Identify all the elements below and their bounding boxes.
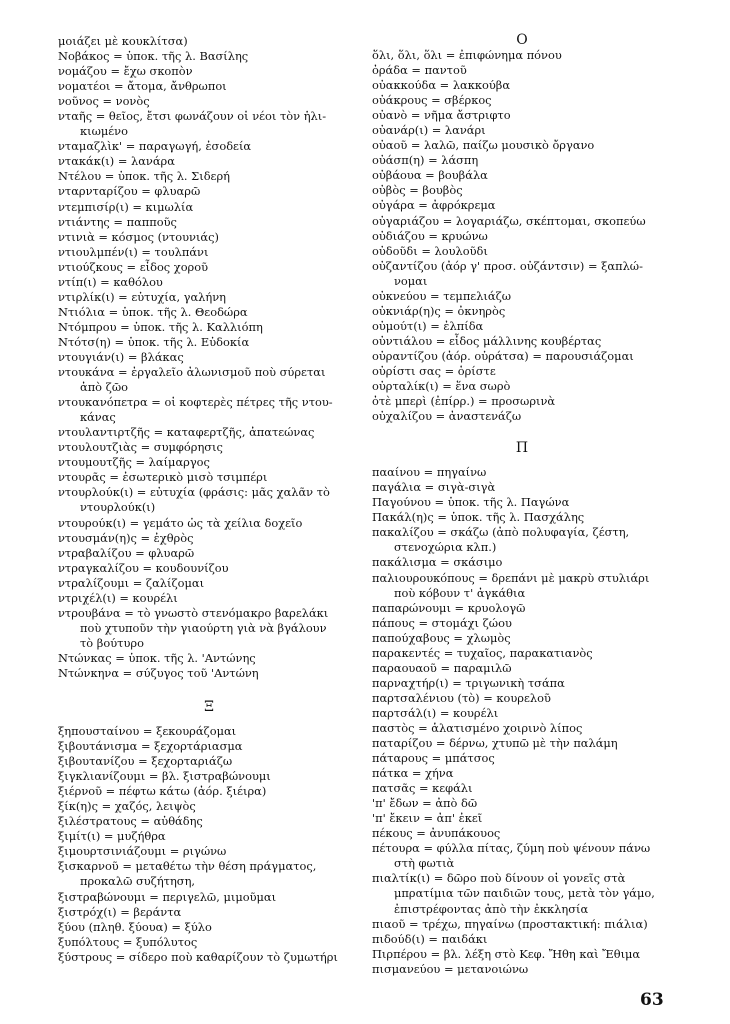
entries-group-omicron — [372, 48, 672, 424]
entry-line: ξιβουτανίζου = ξεχορταριάζω — [58, 754, 233, 769]
dictionary-entry — [58, 440, 360, 455]
dictionary-entry — [372, 364, 672, 379]
entry-line: ντινιὰ = κόσμος (ντουνιάς) — [58, 229, 219, 244]
dictionary-entry — [372, 138, 672, 153]
entry-line: Νοβάκος = ὑποκ. τῆς λ. Βασίλης — [58, 49, 249, 64]
entry-line: ντριχέλ(ι) = κουρέλι — [58, 590, 178, 605]
dictionary-entry — [58, 666, 360, 681]
entry-line: ντουρούκ(ι) = γεμάτο ὡς τὰ χείλια δοχεῖο — [58, 515, 303, 530]
entry-line: ξυπόλτους = ξυπόλυτος — [58, 934, 198, 949]
entry-line: ντιρλίκ(ι) = εὐτυχία, γαλήνη — [58, 289, 226, 304]
entry-line: ντίπ(ι) = καθόλου — [58, 274, 163, 289]
dictionary-entry — [58, 275, 360, 290]
entry-line: ξιβουτάνισμα = ξεχορτάριασμα — [58, 739, 243, 754]
entry-line: οὐραντίζου (ἀόρ. οὐράτσα) = παρουσιάζομαι — [372, 348, 634, 363]
dictionary-entry — [372, 123, 672, 138]
dictionary-entry — [58, 260, 360, 275]
dictionary-entry — [372, 917, 672, 932]
entry-line: ξιμουρτσινιάζουμι = ριγώνω — [58, 844, 227, 859]
entry-line: Παγούνου = ὑποκ. τῆς λ. Παγώνα — [372, 495, 570, 510]
dictionary-entry — [58, 591, 360, 606]
entry-line: νταῆς = θεῖος, ἔτσι φωνάζουν οἱ νέοι τὸν ἡλι- — [58, 109, 327, 124]
entry-line: παρναχτήρ(ι) = τριγωνικὴ τσάπα — [372, 675, 565, 690]
dictionary-entry — [58, 200, 360, 215]
dictionary-entry — [58, 799, 360, 814]
entry-line: Ντώνκας = ὑποκ. τῆς λ. 'Αντώνης — [58, 650, 256, 665]
page-number: 63 — [640, 990, 664, 1010]
dictionary-entry — [372, 480, 672, 495]
entry-line: ξύου (πληθ. ξύουα) = ξύλο — [58, 919, 212, 934]
entry-line: ντουκάνα = ἐργαλεῖο ἀλωνισμοῦ ποὺ σύρεται — [58, 365, 326, 380]
entry-line: παρτσαλένιου (τὸ) = κουρελοῦ — [372, 690, 551, 705]
entry-line: Ντόμπρου = ὑποκ. τῆς λ. Καλλιόπη — [58, 319, 263, 334]
entry-line: Πιρπέρου = βλ. λέξη στὸ Κεφ. Ἤθη καὶ Ἔθιμα — [372, 946, 641, 961]
dictionary-entry — [58, 935, 360, 950]
dictionary-entry — [372, 259, 672, 289]
entry-line: οὐαοῦ = λαλῶ, παίζω μουσικὸ ὄργανο — [372, 138, 595, 153]
right-column — [372, 34, 672, 977]
entry-line: οὐγάρα = ἀφρόκρεμα — [372, 198, 496, 213]
entry-line: νταμαζλὶκ' = παραγωγή, ἐσοδεία — [58, 139, 252, 154]
entry-line: παγάλια = σιγὰ-σιγὰ — [372, 480, 496, 495]
dictionary-entry — [58, 139, 360, 154]
dictionary-entry — [58, 859, 360, 889]
dictionary-entry — [58, 531, 360, 546]
dictionary-entry — [372, 601, 672, 616]
entry-continuation-line: ἐπιστρέφοντας ἀπὸ τὴν ἐκκλησία — [394, 901, 589, 916]
dictionary-entry — [58, 576, 360, 591]
dictionary-entry — [58, 546, 360, 561]
dictionary-entry — [58, 365, 360, 395]
dictionary-entry — [58, 425, 360, 440]
dictionary-entry — [58, 455, 360, 470]
dictionary-entry — [372, 826, 672, 841]
dictionary-entry — [58, 154, 360, 169]
dictionary-entry — [372, 676, 672, 691]
dictionary-entry — [58, 606, 360, 651]
dictionary-entry — [372, 153, 672, 168]
entry-line: πιαοῦ = τρέχω, πηγαίνω (προστακτική: πιάλια) — [372, 916, 648, 931]
dictionary-entry — [372, 214, 672, 229]
entry-line: ντραβαλίζου = φλυαρῶ — [58, 545, 195, 560]
dictionary-entry — [372, 108, 672, 123]
dictionary-entry — [58, 769, 360, 784]
section-header-xi: Ξ — [204, 699, 214, 716]
entry-line: πισμανεύου = μετανοιώνω — [372, 961, 529, 976]
entry-line: ντουλουτζιὰς = συμφόρησις — [58, 440, 223, 455]
entry-line: νομάζου = ἔχω σκοπὸν — [58, 64, 193, 79]
entry-line: οὐβάουα = βουβάλα — [372, 168, 488, 183]
dictionary-entry — [372, 349, 672, 364]
dictionary-entry — [58, 184, 360, 199]
entry-line: πατσᾶς = κεφάλι — [372, 781, 473, 796]
dictionary-entry — [372, 555, 672, 570]
entry-line: ντρουβάνα = τὸ γνωστὸ στενόμακρο βαρελάκι — [58, 605, 329, 620]
entry-line: οὐβὸς = βουβὸς — [372, 183, 463, 198]
entry-line: παλιουρουκόπους = δρεπάνι μὲ μακρὺ στυλιάρι — [372, 570, 650, 585]
entry-line: παταρίζου = δέρνω, χτυπῶ μὲ τὴν παλάμη — [372, 736, 618, 751]
entries-group-pi — [372, 465, 672, 977]
entry-continuation-line: ντουρλούκ(ι) — [80, 500, 156, 515]
entry-line: παραουαοῦ = παραμιλῶ — [372, 660, 512, 675]
entry-line: Ντέλου = ὑποκ. τῆς λ. Σιδερή — [58, 169, 230, 184]
dictionary-entry — [58, 335, 360, 350]
dictionary-entry — [58, 34, 360, 49]
entry-line: οὐάκρους = σβέρκος — [372, 93, 492, 108]
entry-line: ντραλίζουμι = ζαλίζομαι — [58, 575, 205, 590]
dictionary-entry — [58, 245, 360, 260]
entry-line: ὀράδα = παντοῦ — [372, 63, 467, 78]
dictionary-entry — [58, 754, 360, 769]
entry-line: ντουρλούκ(ι) = εὐτυχία (φράσις: μᾶς χαλᾶν τὸ — [58, 485, 330, 500]
dictionary-entry — [372, 721, 672, 736]
dictionary-entry — [372, 871, 672, 916]
dictionary-entry — [372, 465, 672, 480]
dictionary-entry — [372, 646, 672, 661]
entry-line: ντουσμάν(η)ς = ἐχθρὸς — [58, 530, 194, 545]
dictionary-entry — [58, 215, 360, 230]
section-header-pi: Π — [515, 440, 529, 457]
dictionary-entry — [372, 48, 672, 63]
entry-line: 'π' ἔκειν = ἀπ' ἐκεῖ — [372, 811, 483, 826]
dictionary-entry — [372, 706, 672, 721]
dictionary-entry — [58, 784, 360, 799]
dictionary-entry — [58, 395, 360, 425]
dictionary-entry — [58, 64, 360, 79]
entry-line: παπαρώνουμι = κρυολογῶ — [372, 600, 526, 615]
entry-line: οὐντιάλου = εἶδος μάλλινης κουβέρτας — [372, 333, 602, 348]
entry-line: Ντιόλια = ὑποκ. τῆς λ. Θεοδώρα — [58, 304, 248, 319]
dictionary-entry — [372, 766, 672, 781]
dictionary-entry — [372, 510, 672, 525]
dictionary-entry — [372, 932, 672, 947]
entry-line: ξιστραβώνουμι = περιγελῶ, μιμοῦμαι — [58, 889, 277, 904]
dictionary-entry — [372, 962, 672, 977]
entry-line: ξιστρόχ(ι) = βεράντα — [58, 904, 182, 919]
section-header-omicron: Ο — [516, 32, 528, 48]
dictionary-entry — [372, 661, 672, 676]
entry-line: πάταρους = μπάτσος — [372, 751, 495, 766]
dictionary-entry — [58, 829, 360, 844]
dictionary-entry — [58, 109, 360, 139]
left-column — [58, 34, 360, 965]
dictionary-entry — [372, 78, 672, 93]
entry-line: ντιάντης = παπποῦς — [58, 214, 177, 229]
dictionary-entry — [372, 334, 672, 349]
entry-line: νταρνταρίζου = φλυαρῶ — [58, 184, 201, 199]
entry-continuation-line: προκαλῶ συζήτηση, — [80, 874, 196, 889]
entry-line: νοῦνος = νονὸς — [58, 94, 150, 109]
entry-line: ξύστρους = σίδερο ποὺ καθαρίζουν τὸ ζυμωτήρι — [58, 949, 338, 964]
dictionary-entry — [58, 890, 360, 905]
dictionary-entry — [372, 571, 672, 601]
dictionary-entry — [58, 169, 360, 184]
dictionary-entry — [58, 950, 360, 965]
dictionary-entry — [372, 409, 672, 424]
entry-line: ντακάκ(ι) = λανάρα — [58, 154, 175, 169]
dictionary-entry — [372, 304, 672, 319]
entry-continuation-line: στενοχώρια κλπ.) — [394, 540, 497, 555]
entry-line: οὐκνεύου = τεμπελιάζω — [372, 288, 512, 303]
entry-line: οὐδιάζου = κρυώνω — [372, 228, 488, 243]
entry-line: οὐανάρ(ι) = λανάρι — [372, 123, 486, 138]
dictionary-entry — [372, 631, 672, 646]
entry-continuation-line: ποὺ κόβουν τ' ἀγκάθια — [394, 585, 526, 600]
entry-line: ὅλι, ὅλι, ὅλι = ἐπιφώνημα πόνου — [372, 48, 562, 62]
entry-line: πακαλίζου = σκάζω (ἀπὸ πολυφαγία, ζέστη, — [372, 525, 630, 540]
dictionary-entry — [372, 947, 672, 962]
dictionary-entry — [372, 229, 672, 244]
entry-line: παρτσάλ(ι) = κουρέλι — [372, 705, 499, 720]
entry-line: ντουμουτζῆς = λαίμαργος — [58, 455, 210, 470]
dictionary-entry — [58, 651, 360, 666]
entry-line: οὐμούτ(ι) = ἐλπίδα — [372, 318, 484, 333]
entry-line: πιαλτίκ(ι) = δῶρο ποὺ δίνουν οἱ γονεῖς στὰ — [372, 871, 626, 886]
dictionary-entry — [372, 691, 672, 706]
dictionary-entry — [372, 93, 672, 108]
dictionary-entry — [372, 183, 672, 198]
entry-line: οὐκνιάρ(η)ς = ὀκνηρὸς — [372, 303, 506, 318]
entry-line: ντουλαντιρτζῆς = καταφερτζῆς, ἀπατεώνας — [58, 425, 315, 440]
entry-line: ντουγιάν(ι) = βλάκας — [58, 349, 184, 364]
dictionary-entry — [58, 470, 360, 485]
dictionary-entry — [58, 561, 360, 576]
entry-line: οὐγαριάζου = λογαριάζω, σκέπτομαι, σκοπεύω — [372, 213, 646, 228]
entry-line: ξηπουσταίνου = ξεκουράζομαι — [58, 724, 237, 739]
entry-line: Ντότσ(η) = ὑποκ. τῆς λ. Εὐδοκία — [58, 334, 250, 349]
dictionary-entry — [372, 63, 672, 78]
entry-line: ὀτὲ μπερὶ (ἐπίρρ.) = προσωρινὰ — [372, 394, 556, 409]
entry-line: ξιμίτ(ι) = μυζήθρα — [58, 829, 166, 844]
entry-line: ξιλέστρατους = αὐθάδης — [58, 814, 203, 829]
entry-line: πααίνου = πηγαίνω — [372, 465, 487, 480]
entry-line: πιδούδ(ι) = παιδάκι — [372, 931, 488, 946]
entry-line: ντουκανόπετρα = οἱ κοφτερὲς πέτρες τῆς ντου- — [58, 395, 333, 410]
entries-group-xi — [58, 724, 360, 965]
dictionary-entry — [58, 290, 360, 305]
dictionary-entry — [372, 811, 672, 826]
entry-line: ξίκ(η)ς = χαζός, λειψὸς — [58, 799, 196, 814]
entry-line: 'π' ἔδων = ἀπὸ δῶ — [372, 796, 478, 811]
entry-line: πάτκα = χήνα — [372, 766, 454, 781]
dictionary-entry — [58, 230, 360, 245]
entry-line: ξισκαρνοῦ = μεταθέτω τὴν θέση πράγματος, — [58, 859, 317, 874]
dictionary-entry — [58, 844, 360, 859]
dictionary-entry — [58, 920, 360, 935]
entry-line: παρακεντές = τυχαῖος, παρακατιανὸς — [372, 645, 593, 660]
entry-line: οὐρίστι σας = ὁρίστε — [372, 363, 496, 378]
entry-continuation-line: νομαι — [394, 273, 428, 288]
dictionary-entry — [372, 244, 672, 259]
entry-line: οὐρταλίκ(ι) = ἕνα σωρὸ — [372, 379, 511, 394]
dictionary-entry — [372, 796, 672, 811]
dictionary-entry — [58, 905, 360, 920]
entry-line: οὐανὸ = νῆμα ἄστριφτο — [372, 108, 511, 123]
dictionary-entry — [58, 739, 360, 754]
dictionary-entry — [58, 516, 360, 531]
dictionary-entry — [372, 841, 672, 871]
entry-line: ντεμπισίρ(ι) = κιμωλία — [58, 199, 194, 214]
entry-continuation-line: κιωμένο — [80, 124, 128, 139]
entry-line: οὐχαλίζου = ἀναστενάζω — [372, 409, 522, 424]
entry-continuation-line: ἀπὸ ζῶο — [80, 380, 128, 395]
dictionary-entry — [372, 319, 672, 334]
entry-line: νοματέοι = ἄτομα, ἄνθρωποι — [58, 79, 227, 94]
dictionary-entry — [58, 724, 360, 739]
entry-line: παπούχαβους = χλωμὸς — [372, 630, 511, 645]
entry-line: ντουρᾶς = ἐσωτερικὸ μισὸ τσιμπέρι — [58, 470, 268, 485]
entry-continuation-line: στὴ φωτιὰ — [394, 856, 455, 871]
dictionary-entry — [58, 350, 360, 365]
entry-line: οὐδοῦδι = λουλοῦδι — [372, 243, 488, 258]
entry-line: Ντώνκηνα = σύζυγος τοῦ 'Αντώνη — [58, 665, 259, 680]
entry-line: οὐάσπ(η) = λάσπη — [372, 153, 479, 168]
dictionary-entry — [372, 781, 672, 796]
entry-line: ξιέρνοῦ = πέφτω κάτω (ἀόρ. ξιέιρα) — [58, 784, 267, 799]
entry-line: ντιουλμπέν(ι) = τουλπάνι — [58, 244, 209, 259]
entry-continuation-line: μπρατίμια τῶν παιδιῶν τους, μετὰ τὸν γάμο, — [394, 886, 655, 901]
entries-group-ntelta — [58, 34, 360, 681]
entry-line: Πακάλ(η)ς = ὑποκ. τῆς λ. Πασχάλης — [372, 510, 585, 525]
entry-line: πέτουρα = φύλλα πίτας, ζύμη ποὺ ψένουν πάνω — [372, 841, 651, 856]
dictionary-entry — [372, 751, 672, 766]
entry-line: οὐζαντίζου (ἀόρ γ' προσ. οὐζάντσιν) = ξαπλώ- — [372, 258, 643, 273]
dictionary-entry — [372, 736, 672, 751]
dictionary-entry — [372, 379, 672, 394]
dictionary-entry — [58, 305, 360, 320]
dictionary-entry — [58, 49, 360, 64]
entry-continuation-line: ποὺ χτυποῦν τὴν γιαούρτη γιὰ νὰ βγάλουν — [80, 620, 327, 635]
dictionary-entry — [58, 485, 360, 515]
entry-line: μοιάζει μὲ κουκλίτσα) — [58, 34, 188, 48]
dictionary-entry — [372, 525, 672, 555]
entry-line: πάπους = στομάχι ζώου — [372, 615, 512, 630]
dictionary-entry — [58, 79, 360, 94]
entry-line: ντιούζκους = εἶδος χοροῦ — [58, 259, 209, 274]
dictionary-entry — [372, 616, 672, 631]
dictionary-entry — [58, 94, 360, 109]
dictionary-entry — [372, 168, 672, 183]
entry-line: ξιγκλιανίζουμι = βλ. ξιστραβώνουμι — [58, 769, 271, 784]
dictionary-entry — [58, 320, 360, 335]
dictionary-entry — [372, 198, 672, 213]
entry-line: πέκους = ἀνυπάκουος — [372, 826, 501, 841]
entry-line: πακάλισμα = σκάσιμο — [372, 555, 503, 570]
entry-continuation-line: κάνας — [80, 410, 116, 425]
entry-line: ντραγκαλίζου = κουδουνίζου — [58, 560, 229, 575]
dictionary-entry — [58, 814, 360, 829]
entry-line: οὐακκούδα = λακκούβα — [372, 78, 511, 93]
entry-continuation-line: τὸ βούτυρο — [80, 635, 144, 650]
dictionary-entry — [372, 394, 672, 409]
entry-line: παστὸς = ἁλατισμένο χοιρινὸ λίπος — [372, 720, 583, 735]
dictionary-entry — [372, 289, 672, 304]
dictionary-entry — [372, 495, 672, 510]
